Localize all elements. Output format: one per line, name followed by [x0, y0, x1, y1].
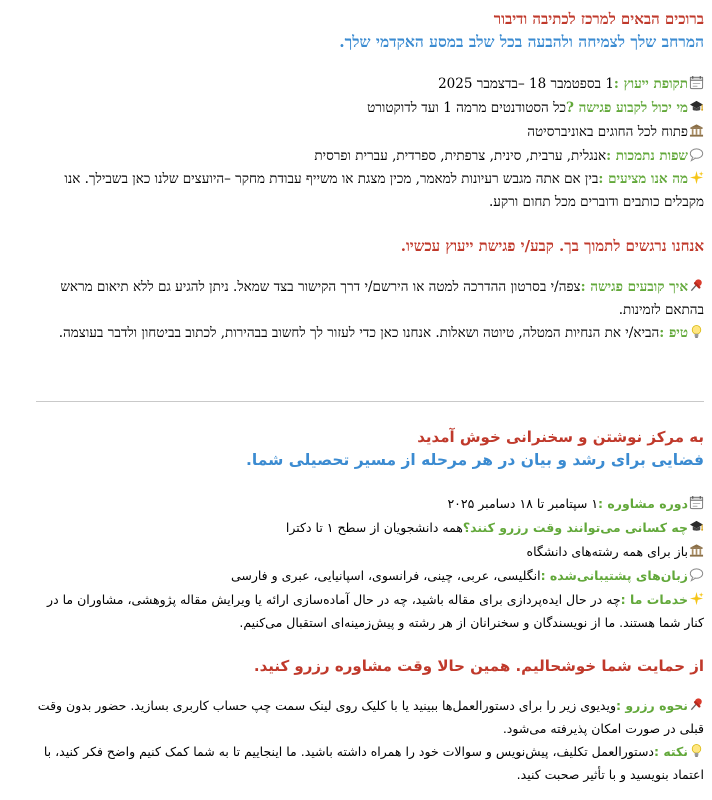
persian-tip-text: دستورالعمل تکلیف، پیش‌نویس و سوالات خود را همراه داشته باشید. ما اینجاییم تا به شما کمک کنیم واضح فکر کنید، با اعتماد بنویسید و با تأثیر صحبت کنید.	[43, 744, 704, 782]
hebrew-who-label: מי יכול לקבוע פגישה ?	[566, 100, 688, 116]
section-divider	[36, 401, 704, 402]
persian-who-label: چه کسانی می‌توانند وقت رزرو کنند؟	[462, 520, 688, 535]
hebrew-who-line	[36, 96, 704, 120]
hebrew-header	[36, 10, 704, 52]
persian-who-line	[36, 516, 704, 540]
persian-who-text: همه دانشجویان از سطح ۱ تا دکترا	[285, 520, 463, 535]
persian-details	[36, 492, 704, 634]
persian-languages-line	[36, 564, 704, 588]
hebrew-tip-text: הביא/י את הנחיות המטלה, טיוטה ושאלות. אנחנו כאן כדי לעזור לך לחשוב בבהירות, לכתוב בביטחון ולדבר בעוצמה.	[58, 325, 660, 341]
calendar-icon	[689, 75, 704, 90]
persian-languages-text: انگلیسی، عربی، چینی، فرانسوی، اسپانیایی، عبری و فارسی	[230, 568, 541, 583]
hebrew-subtitle: המרחב שלך לצמיחה ולהבעה בכל שלב במסע האקדמי שלך.	[339, 32, 704, 51]
hebrew-open-line	[36, 120, 704, 144]
hebrew-tip-line	[36, 322, 704, 345]
hebrew-who-text: כל הסטודנטים מרמה 1 ועד לדוקטורט	[367, 100, 567, 116]
persian-period-text: ۱ سپتامبر تا ۱۸ دسامبر ۲۰۲۵	[447, 496, 599, 511]
persian-subtitle: فضایی برای رشد و بیان در هر مرحله از مسیر تحصیلی شما.	[246, 451, 704, 469]
persian-how-label: نحوه رزرو :	[616, 698, 688, 713]
speech-bubble-icon	[689, 147, 704, 162]
hebrew-details	[36, 72, 704, 214]
hebrew-period-label: תקופת ייעוץ :	[613, 76, 688, 92]
hebrew-period-text: 1 בספטמבר 18 –בדצמבר 2025	[438, 76, 614, 92]
sparkle-icon	[689, 591, 704, 606]
hebrew-tip-label: טיפ :	[659, 325, 688, 341]
hebrew-cta-block	[36, 236, 704, 256]
persian-tip-label: نکته :	[654, 744, 688, 759]
pushpin-icon	[689, 697, 704, 712]
institution-icon	[689, 123, 704, 138]
persian-cta: از حمایت شما خوشحالیم. همین حالا وقت مشاوره رزرو کنید.	[253, 657, 704, 675]
persian-welcome-heading: به مرکز نوشتن و سخنرانی خوش آمدید	[417, 428, 704, 446]
sparkle-icon	[689, 170, 704, 185]
persian-how-text: ویدیوی زیر را برای دستورالعمل‌ها ببینید یا با کلیک روی لینک سمت چپ حساب کاربری بسازید. حضور بدون وقت قبلی در صورت امکان پذیرفته می‌شود.	[37, 698, 704, 736]
graduation-cap-icon	[689, 99, 704, 114]
hebrew-languages-text: אנגלית, ערבית, סינית, צרפתית, ספרדית, עברית ופרסית	[314, 148, 607, 164]
persian-howto	[36, 694, 704, 786]
lightbulb-icon	[689, 743, 704, 758]
persian-tip-line	[36, 740, 704, 786]
hebrew-offer-label: מה אנו מציעים :	[598, 171, 688, 187]
hebrew-how-label: איך קובעים פגישה :	[580, 279, 688, 295]
hebrew-open-text: פתוח לכל החוגים באוניברסיטה	[527, 124, 688, 140]
hebrew-languages-label: שפות נתמכות :	[606, 148, 688, 164]
hebrew-how-text: צפה/י בסרטון ההדרכה למטה או הירשם/י דרך הקישור בצד שמאל. ניתן להגיע גם ללא תיאום מראש בהתאם לזמינות.	[60, 279, 704, 318]
persian-offer-label: خدمات ما :	[620, 592, 688, 607]
persian-open-line	[36, 540, 704, 564]
persian-offer-line	[36, 588, 704, 634]
pushpin-icon	[689, 278, 704, 293]
persian-languages-label: زبان‌های پشتیبانی‌شده :	[540, 568, 688, 583]
persian-period-line	[36, 492, 704, 516]
persian-header	[36, 428, 704, 470]
hebrew-offer-text: בין אם אתה מגבש רעיונות למאמר, מכין מצגת או משייף עבודת מחקר –היועצים שלנו כאן בשבילך. אנו מקבלים כותבים ודוברים מכל תחום ורקע.	[64, 171, 704, 210]
hebrew-offer-line	[36, 168, 704, 214]
hebrew-howto	[36, 276, 704, 345]
hebrew-languages-line	[36, 144, 704, 168]
institution-icon	[689, 543, 704, 558]
hebrew-welcome-heading: ברוכים הבאים למרכז לכתיבה ודיבור	[493, 10, 704, 28]
hebrew-cta: אנחנו נרגשים לתמוך בך. קבע/י פגישת ייעוץ עכשיו.	[400, 237, 704, 255]
persian-offer-text: چه در حال ایده‌پردازی برای مقاله باشید، چه در حال آماده‌سازی ارائه یا ویرایش مقاله پژوهشی، مشاوران ما در کنار شما هستند. ما از نویسندگان و سخنرانان از هر رشته و پیش‌زمینه‌ای استقبال می‌کنیم.	[47, 592, 704, 630]
persian-open-text: باز برای همه رشته‌های دانشگاه	[526, 544, 688, 559]
calendar-icon	[689, 495, 704, 510]
graduation-cap-icon	[689, 519, 704, 534]
persian-period-label: دوره مشاوره :	[598, 496, 688, 511]
hebrew-how-line	[36, 276, 704, 322]
persian-how-line	[36, 694, 704, 740]
speech-bubble-icon	[689, 567, 704, 582]
hebrew-period-line	[36, 72, 704, 96]
persian-cta-block	[36, 656, 704, 676]
lightbulb-icon	[689, 324, 704, 339]
